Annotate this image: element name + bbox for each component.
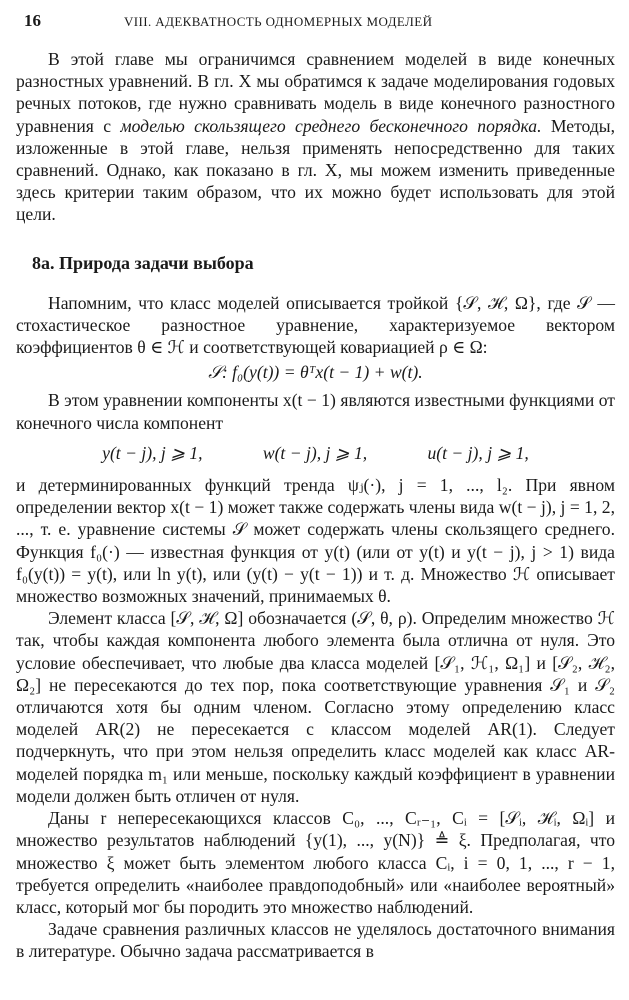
running-title: VIII. АДЕКВАТНОСТЬ ОДНОМЕРНЫХ МОДЕЛЕЙ bbox=[124, 14, 433, 29]
paragraph-trend-functions: и детерминированных функций тренда ψⱼ(·), j = 1, ..., l₂. При явном определении вектор x(t − 1) может также содержать члены вида w(t − j), j = 1, 2, ..., т. е. уравнение системы 𝒮 может содержать члены скользящего среднего. Функция f₀(·) — известная функция от y(t) (или от y(t) и y(t − j), j > 1) вида f₀(y(t)) = y(t), или ln y(t), или (y(t) − y(t − 1)) и т. д. Множество ℋ описывает множество возможных значений, принимаемых θ. bbox=[16, 475, 615, 607]
paragraph-components: В этом уравнении компоненты x(t − 1) являются известными функциями от конечного числа компонент bbox=[16, 390, 615, 433]
paragraph-problem-statement: Даны r непересекающихся классов C₀, ..., Cᵣ₋₁, Cᵢ = [𝒮ᵢ, ℋᵢ, Ωᵢ] и множество результатов наблюдений {y(1), ..., y(N)} ≜ ξ. Предполагая, что множество ξ может быть элементом любого класса Cᵢ, i = 0, 1, ..., r − 1, требуется определить «наиболее правдоподобный» или «наиболее вероятный» класс, который мог бы породить это множество наблюдений. bbox=[16, 808, 615, 917]
intro-italic-phrase: моделью скользящего среднего бесконечного порядка. bbox=[120, 115, 542, 136]
page-number: 16 bbox=[24, 11, 41, 30]
component-y: y(t − j), j ⩾ 1, bbox=[102, 442, 203, 463]
equation-system: 𝒮: f₀(y(t)) = θᵀx(t − 1) + w(t). bbox=[208, 362, 423, 383]
paragraph-literature: Задаче сравнения различных классов не уделялось достаточного внимания в литературе. Обычно задача рассматривается в bbox=[16, 919, 615, 962]
equation-components bbox=[16, 442, 615, 464]
section-heading: 8а. Природа задачи выбора bbox=[32, 252, 254, 273]
paragraph-class-element: Элемент класса [𝒮, ℋ, Ω] обозначается (𝒮, θ, ρ). Определим множество ℋ так, чтобы каждая компонента любого элемента была отлична от нуля. Это условие обеспечивает, что любые два класса моделей [𝒮₁, ℋ₁, Ω₁] и [𝒮₂, ℋ₂, Ω₂] не пересекаются до тех пор, пока соответствующие уравнения 𝒮₁ и 𝒮₂ отличаются хотя бы одним членом. Согласно этому определению класс моделей AR(2) не пересекается с классом моделей AR(1). Следует подчеркнуть, что при этом нельзя определить класс моделей как класс AR-моделей порядка m₁ или меньше, поскольку каждый коэффициент в уравнении модели должен быть отличен от нуля. bbox=[16, 608, 615, 806]
paragraph-class-definition: Напомним, что класс моделей описывается тройкой {𝒮, ℋ, Ω}, где 𝒮 — стохастическое разностное уравнение, характеризуемое вектором коэффициентов θ ∈ ℋ и соответствующей ковариацией ρ ∈ Ω: bbox=[16, 292, 615, 358]
running-header bbox=[16, 10, 615, 34]
intro-text-1: В этой главе мы ограничимся сравнением моделей в виде конечных разностных уравнений. В гл. X мы обратимся к задаче моделирования годовых речных потоков, где нужно сравнивать модель в виде конечного разностного уравнения с bbox=[16, 49, 615, 136]
intro-text-2: Методы, изложенные в этой главе, нельзя применять непосредственно для таких сравнений. Однако, как показано в гл. X, мы можем изменить приведенные здесь критерии таким образом, что их можно будет использовать для этой цели. bbox=[16, 115, 615, 225]
intro-paragraph bbox=[16, 48, 615, 226]
component-w: w(t − j), j ⩾ 1, bbox=[262, 442, 368, 463]
component-u: u(t − j), j ⩾ 1, bbox=[427, 442, 529, 463]
